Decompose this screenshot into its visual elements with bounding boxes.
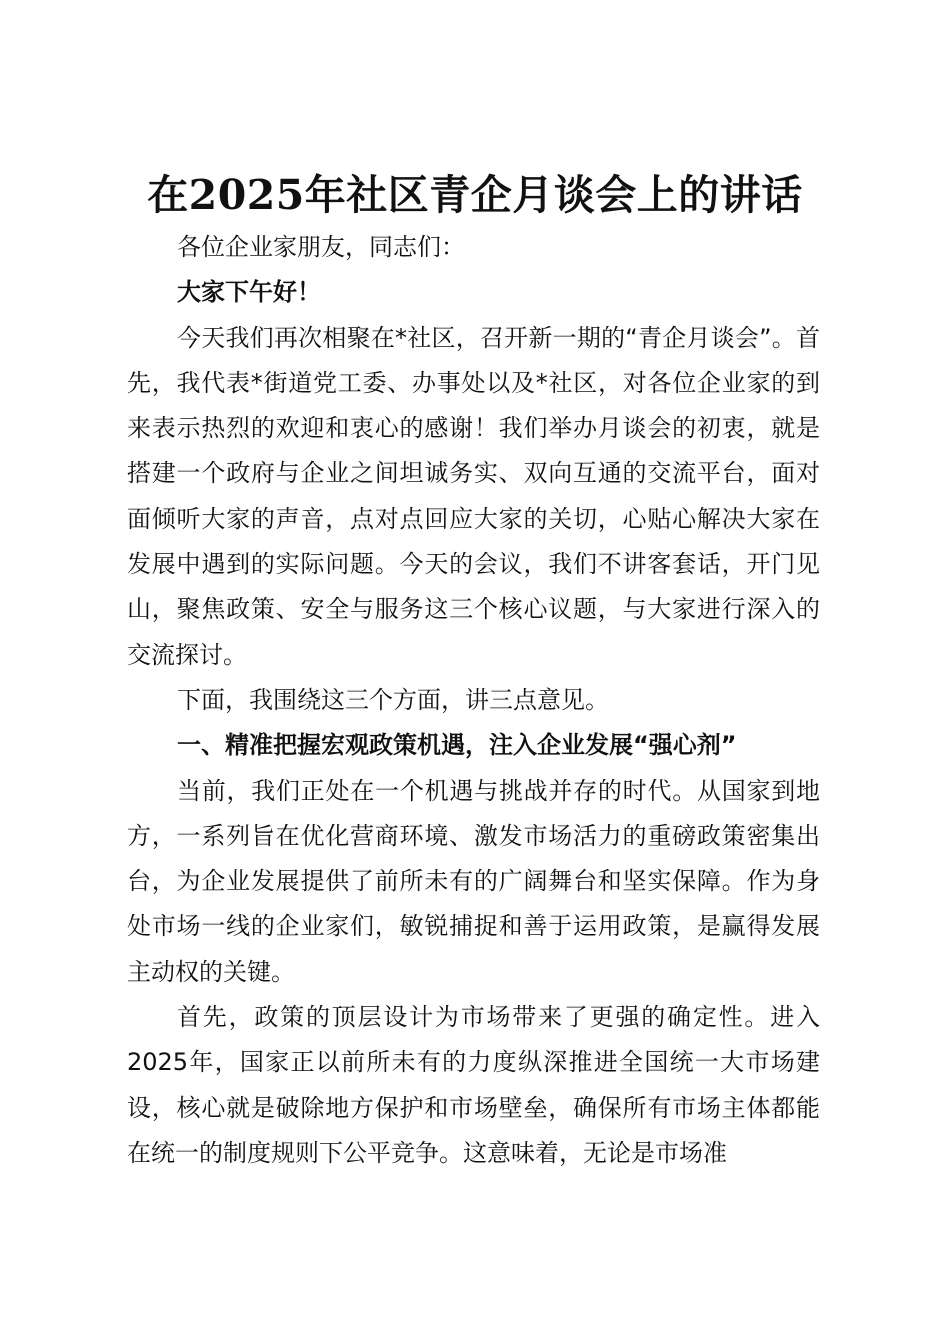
document-title: 在2025年社区青企月谈会上的讲话	[147, 171, 803, 219]
section-heading-1: 一、精准把握宏观政策机遇，注入企业发展“强心剂”	[177, 731, 737, 760]
paragraph-section-1-intro: 当前，我们正处在一个机遇与挑战并存的时代。从国家到地方，一系列旨在优化营商环境、激发市场活力的重磅政策密集出台，为企业发展提供了前所未有的广阔舞台和坚实保障。作为身处市场一线的企业家们，敏锐捕捉和善于运用政策，是赢得发展主动权的关键。	[127, 776, 820, 986]
greeting: 大家下午好！	[177, 278, 321, 307]
paragraph-section-1-point-1: 首先，政策的顶层设计为市场带来了更强的确定性。进入2025年，国家正以前所未有的力度纵深推进全国统一大市场建设，核心就是破除地方保护和市场壁垒，确保所有市场主体都能在统一的制度规则下公平竞争。这意味着，无论是市场准	[127, 1003, 820, 1167]
paragraph-outline: 下面，我围绕这三个方面，讲三点意见。	[177, 685, 609, 714]
document-body	[127, 225, 820, 1176]
paragraph-opening: 今天我们再次相聚在*社区，召开新一期的“青企月谈会”。首先，我代表*街道党工委、办事处以及*社区，对各位企业家的到来表示热烈的欢迎和衷心的感谢！我们举办月谈会的初衷，就是搭建一个政府与企业之间坦诚务实、双向互通的交流平台，面对面倾听大家的声音，点对点回应大家的关切，心贴心解决大家在发展中遇到的实际问题。今天的会议，我们不讲客套话，开门见山，聚焦政策、安全与服务这三个核心议题，与大家进行深入的交流探讨。	[127, 323, 820, 669]
salutation: 各位企业家朋友，同志们：	[177, 233, 465, 261]
